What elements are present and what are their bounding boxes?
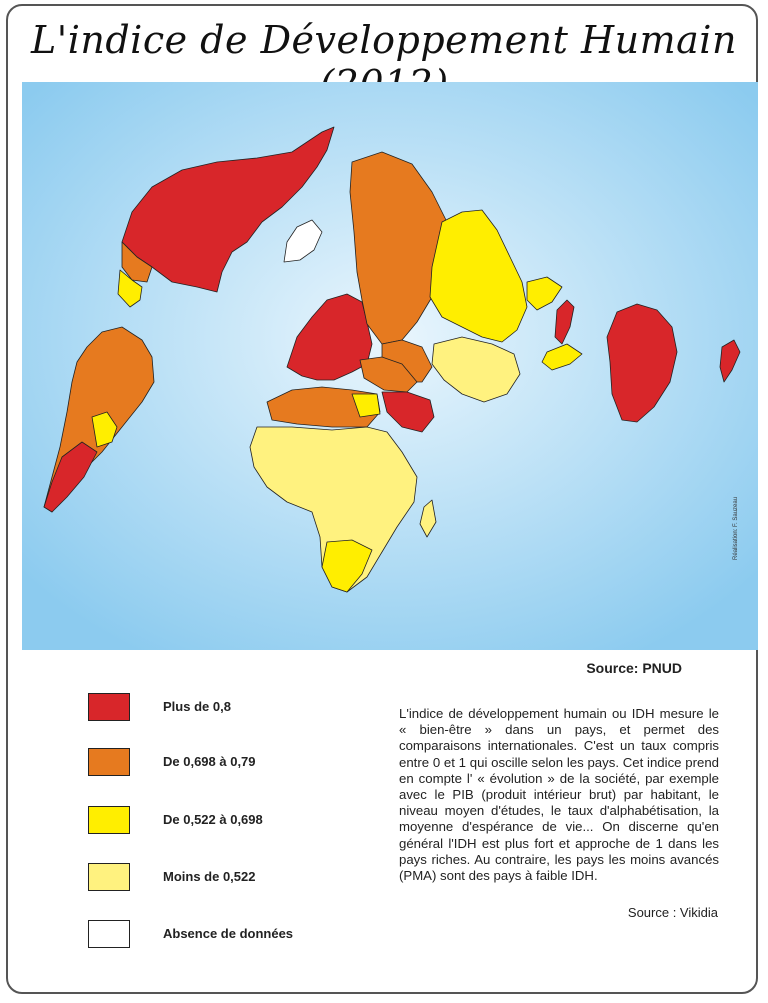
legend-swatch-no-data xyxy=(88,920,130,948)
world-map xyxy=(22,82,758,650)
source-pnud: Source: PNUD xyxy=(586,660,682,676)
map-credit: Réalisation: F. Sauzeau xyxy=(733,496,739,560)
legend-swatch-medium xyxy=(88,806,130,834)
legend-label-high: De 0,698 à 0,79 xyxy=(163,754,256,769)
legend-label-low: Moins de 0,522 xyxy=(163,869,256,884)
legend-swatch-high xyxy=(88,748,130,776)
legend-swatch-low xyxy=(88,863,130,891)
legend-label-medium: De 0,522 à 0,698 xyxy=(163,812,263,827)
legend-label-no-data: Absence de données xyxy=(163,926,294,941)
legend-swatch-very-high xyxy=(88,693,130,721)
page-title: L'indice de Développement Humain xyxy=(31,18,737,62)
description-text: L'indice de développement humain ou IDH mesure le « bien-être » dans un pays, et permet des comparaisons internationales. C'est un taux compris entre 0 et 1 qui oscille selon les pays. Cet indice prend en compte l' « évolution » de la société, par exemple avec le PIB (produit intérieur brut) par habitant, le niveau moyen d'études, le taux d'alphabétisation, la moyenne d'espérance de vie... On discerne qu'en général l'IDH est plus fort et approche de 1 dans les pays riches. Au contraire, les pays les moins avancés (PMA) sont des pays à faible IDH. xyxy=(399,706,719,884)
legend-label-very-high: Plus de 0,8 xyxy=(163,699,231,714)
source-vikidia: Source : Vikidia xyxy=(627,905,718,920)
